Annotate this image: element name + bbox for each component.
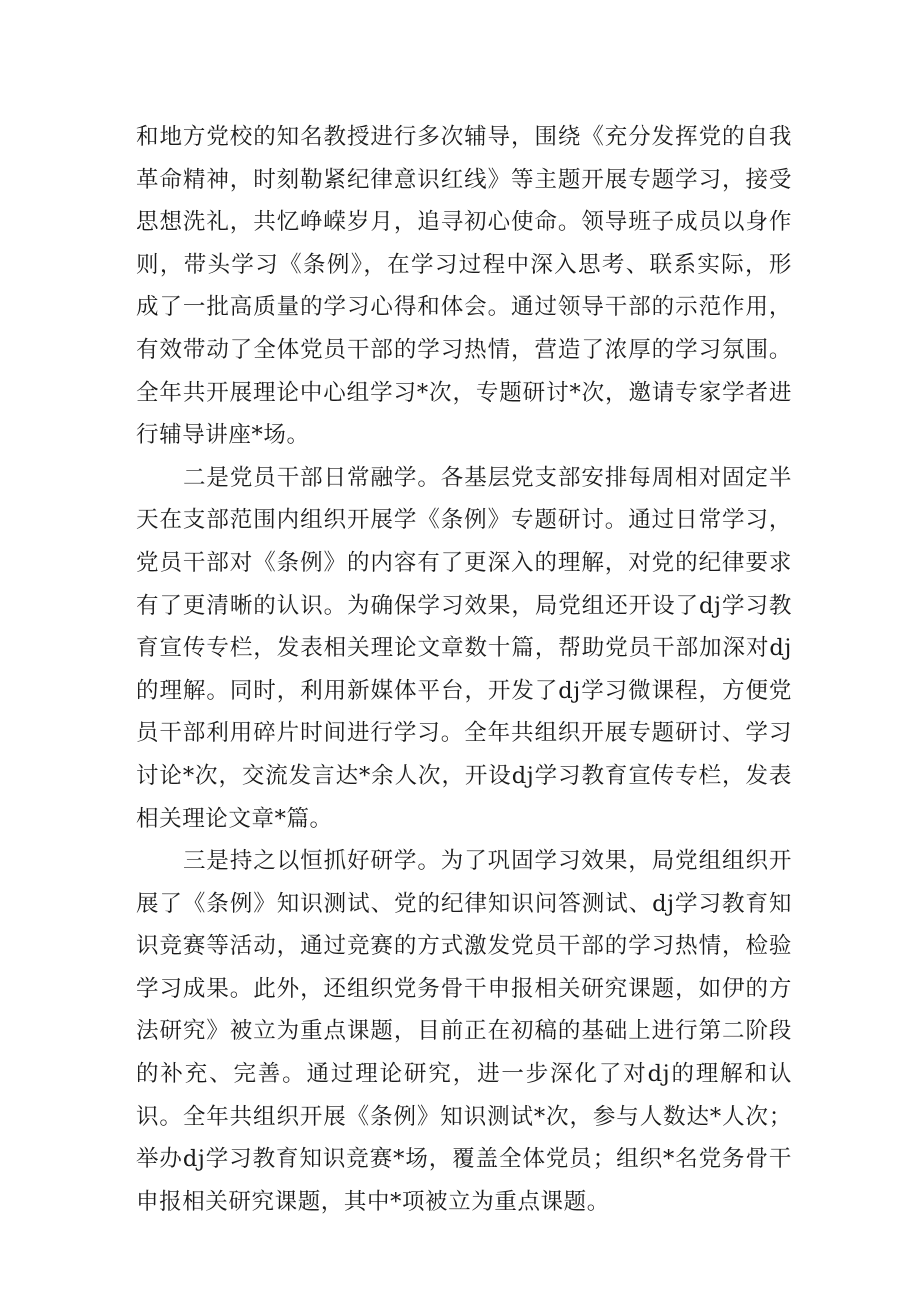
body-text (136, 116, 792, 1223)
paragraph-persistent-study: 三是持之以恒抓好研学。为了巩固学习效果，局党组组织开展了《条例》知识测试、党的纪律知识问答测试、dj学习教育知识竞赛等活动，通过竞赛的方式激发党员干部的学习热情，检验学习成果。此外，还组织党务骨干申报相关研究课题，如伊的方法研究》被立为重点课题，目前正在初稿的基础上进行第二阶段的补充、完善。通过理论研究，进一步深化了对dj的理解和认识。全年共组织开展《条例》知识测试*次，参与人数达*人次；举办dj学习教育知识竞赛*场，覆盖全体党员；组织*名党务骨干申报相关研究课题，其中*项被立为重点课题。 (136, 848, 792, 1215)
paragraph-continuation: 和地方党校的知名教授进行多次辅导，围绕《充分发挥党的自我革命精神，时刻勒紧纪律意识红线》等主题开展专题学习，接受思想洗礼，共忆峥嵘岁月，追寻初心使命。领导班子成员以身作则，带头学习《条例》，在学习过程中深入思考、联系实际，形成了一批高质量的学习心得和体会。通过领导干部的示范作用，有效带动了全体党员干部的学习热情，营造了浓厚的学习氛围。全年共开展理论中心组学习*次，专题研讨*次，邀请专家学者进行辅导讲座*场。 (136, 124, 792, 449)
paragraph-daily-learning: 二是党员干部日常融学。各基层党支部安排每周相对固定半天在支部范围内组织开展学《条例》专题研讨。通过日常学习，党员干部对《条例》的内容有了更深入的理解，对党的纪律要求有了更清晰的认识。为确保学习效果，局党组还开设了dj学习教育宣传专栏，发表相关理论文章数十篇，帮助党员干部加深对dj的理解。同时，利用新媒体平台，开发了dj学习微课程，方便党员干部利用碎片时间进行学习。全年共组织开展专题研讨、学习讨论*次，交流发言达*余人次，开设dj学习教育宣传专栏，发表相关理论文章*篇。 (136, 464, 792, 832)
